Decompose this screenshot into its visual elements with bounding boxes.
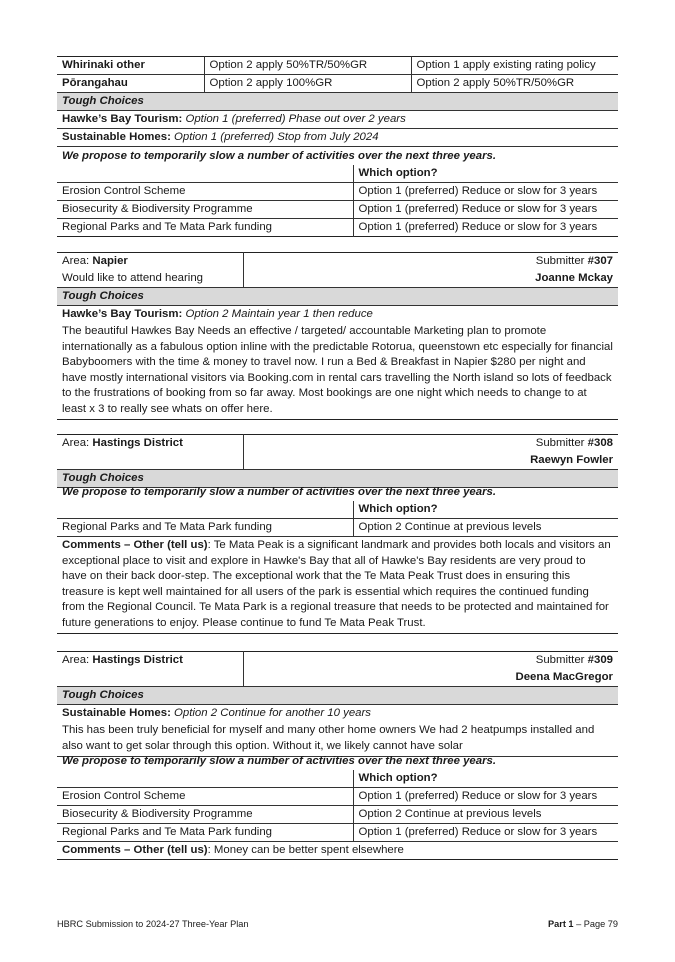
area-cell: Whirinaki other — [62, 59, 145, 71]
table-row — [57, 219, 618, 237]
which-option-header: Which option? — [353, 770, 618, 788]
activities-table — [57, 148, 618, 237]
comments-other: Comments – Other (tell us): Te Mata Peak is a significant landmark and provides both locals and visitors an exceptional place to visit and explore in Hawke's Bay that all of Hawke's Bay residents are very proud to have on their back door-step. The exceptional work that the Te Mata Peak Trust does in ensuring this treasure is kept well maintained for all users of the park is essential which requires the continued funding from the Regional Council. Te Mata Park is a regional treasure that needs to be protected and maintained for future generations to enjoy. Please continue to fund Te Mata Peak Trust. — [62, 539, 611, 629]
submission-header-row — [57, 435, 618, 453]
table-row — [57, 824, 618, 842]
submitter-field: Submitter #308 — [243, 435, 618, 453]
page-number: Part 1 – Page 79 — [548, 919, 618, 929]
activity-option: Option 2 Continue at previous levels — [353, 806, 618, 824]
submission-309 — [57, 651, 618, 757]
table-row — [57, 842, 618, 860]
table-row — [57, 306, 618, 324]
comments-other: Comments – Other (tell us): Money can be better spent elsewhere — [62, 844, 404, 857]
continuation-table — [57, 56, 618, 147]
submission-comment: This has been truly beneficial for myself and many other home owners We had 2 heatpumps installed and also want to get solar through this option. Without it, we likely cannot have solar — [62, 724, 595, 752]
activity-name: Biosecurity & Biodiversity Programme — [62, 808, 253, 821]
tough-choices-heading: Tough Choices — [62, 95, 144, 108]
option-cell: Option 2 apply 50%TR/50%GR — [411, 75, 618, 93]
page-footer — [57, 918, 618, 930]
submitter-name: Raewyn Fowler — [243, 452, 618, 470]
table-row — [57, 519, 618, 537]
tough-choices-heading: Tough Choices — [62, 290, 144, 303]
activities-table-309 — [57, 753, 618, 860]
section-header-row — [57, 93, 618, 111]
which-option-header: Which option? — [353, 501, 618, 519]
activity-option: Option 1 (preferred) Reduce or slow for 3 years — [353, 788, 618, 806]
area-cell: Pōrangahau — [62, 77, 128, 90]
submission-header-row — [57, 669, 618, 687]
activity-option: Option 1 (preferred) Reduce or slow for 3 years — [353, 219, 618, 237]
submitter-field: Submitter #307 — [243, 253, 618, 271]
submitter-field: Submitter #309 — [243, 652, 618, 670]
table-row — [57, 501, 618, 519]
submission-comment: The beautiful Hawkes Bay Needs an effective / targeted/ accountable Marketing plan to promote internationally as a fabulous option inline with the predictable Rotorua, queenstown etc especially for financial Babyboomers with the time & money to travel now. I run a Bed & Breakfast in Napier $280 per night and have mostly international visitors via Booking.com in rental cars travelling the North island so lots of feedback to the frustrations of booking from so far away. Most bookings are one night which needs to change to at least x 3 to really see whats on offer here. — [62, 325, 613, 415]
tough-choices-heading: Tough Choices — [62, 689, 144, 702]
activities-table-308 — [57, 484, 618, 634]
activity-option: Option 1 (preferred) Reduce or slow for 3 years — [353, 183, 618, 201]
hearing-note: Would like to attend hearing — [62, 272, 203, 285]
submission-header-row — [57, 652, 618, 670]
table-row — [57, 57, 618, 75]
table-row — [57, 201, 618, 219]
submission-header-row — [57, 253, 618, 271]
table-row — [57, 165, 618, 183]
propose-row — [57, 148, 618, 165]
option-cell: Option 2 apply 50%TR/50%GR — [204, 57, 411, 75]
activity-name: Regional Parks and Te Mata Park funding — [62, 221, 273, 234]
activity-option: Option 1 (preferred) Reduce or slow for 3 years — [353, 824, 618, 842]
submission-307 — [57, 252, 618, 420]
submission-308 — [57, 434, 618, 488]
option-cell: Option 1 apply existing rating policy — [411, 57, 618, 75]
option-cell: Option 2 apply 100%GR — [204, 75, 411, 93]
area-field: Area: Napier — [62, 255, 128, 267]
area-field: Area: Hastings District — [62, 654, 183, 666]
sh-choice: Sustainable Homes: Option 2 Continue for another 10 years — [62, 707, 371, 720]
table-row — [57, 770, 618, 788]
propose-row — [57, 753, 618, 770]
table-row — [57, 705, 618, 723]
activity-name: Biosecurity & Biodiversity Programme — [62, 203, 253, 216]
table-row — [57, 788, 618, 806]
activity-option: Option 2 Continue at previous levels — [353, 519, 618, 537]
section-header-row — [57, 288, 618, 306]
table-row — [57, 129, 618, 147]
activity-name: Regional Parks and Te Mata Park funding — [62, 826, 273, 839]
table-row — [57, 75, 618, 93]
submission-header-row — [57, 452, 618, 470]
submission-header-row — [57, 270, 618, 288]
activity-option: Option 1 (preferred) Reduce or slow for 3 years — [353, 201, 618, 219]
hbt-choice: Hawke’s Bay Tourism: Option 1 (preferred) Phase out over 2 years — [62, 113, 406, 126]
activity-name: Erosion Control Scheme — [62, 185, 186, 198]
propose-heading: We propose to temporarily slow a number of activities over the next three years. — [62, 755, 497, 767]
activity-name: Regional Parks and Te Mata Park funding — [62, 521, 273, 534]
section-header-row — [57, 687, 618, 705]
sh-choice: Sustainable Homes: Option 1 (preferred) Stop from July 2024 — [62, 131, 379, 144]
propose-heading: We propose to temporarily slow a number of activities over the next three years. — [62, 486, 497, 498]
area-field: Area: Hastings District — [62, 437, 183, 449]
table-row — [57, 111, 618, 129]
table-row — [57, 537, 618, 634]
tough-choices-heading: Tough Choices — [62, 472, 144, 485]
submitter-name: Joanne Mckay — [243, 270, 618, 288]
propose-heading: We propose to temporarily slow a number of activities over the next three years. — [62, 150, 497, 162]
table-row — [57, 183, 618, 201]
table-row — [57, 806, 618, 824]
footer-title: HBRC Submission to 2024-27 Three-Year Plan — [57, 919, 249, 929]
hbt-choice: Hawke’s Bay Tourism: Option 2 Maintain year 1 then reduce — [62, 308, 373, 321]
propose-row — [57, 484, 618, 501]
table-row — [57, 722, 618, 757]
which-option-header: Which option? — [353, 165, 618, 183]
submitter-name: Deena MacGregor — [243, 669, 618, 687]
activity-name: Erosion Control Scheme — [62, 790, 186, 803]
table-row — [57, 323, 618, 420]
